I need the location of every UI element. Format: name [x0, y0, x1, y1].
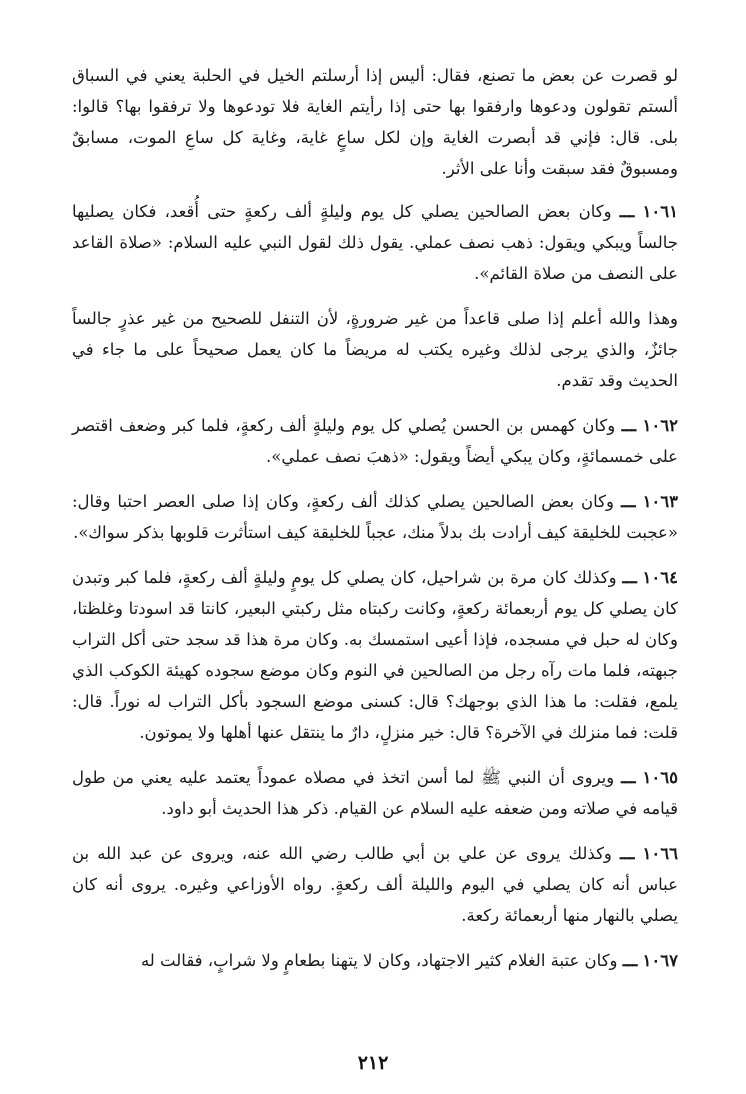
paragraph-1061	[72, 196, 678, 289]
number-dash: ـــ	[621, 768, 636, 787]
paragraph-text: وكذلك يروى عن علي بن أبي طالب رضي الله عنه، ويروى عن عبد الله بن عباس أنه كان يصلي في اليوم والليلة ألف ركعةٍ. رواه الأوزاعي وغيره. يروى أنه كان يصلي بالنهار منها أربعمائة ركعة.	[72, 844, 678, 925]
number-dash: ـــ	[622, 568, 637, 587]
paragraph-1062	[72, 410, 678, 472]
paragraph-1063	[72, 486, 678, 548]
number-dash: ـــ	[619, 202, 635, 221]
paragraph-number: ١٠٦٣	[642, 492, 679, 511]
paragraph-number: ١٠٦٤	[642, 568, 678, 587]
paragraph-text: ويروى أن النبي ﷺ لما أسن اتخذ في مصلاه عموداً يعتمد عليه يعني من طول قيامه في صلاته ومن ضعفه عليه السلام عن القيام. ذكر هذا الحديث أبو داود.	[72, 768, 678, 818]
paragraph-text: وكان عتبة الغلام كثير الاجتهاد، وكان لا يتهنا بطعامٍ ولا شرابٍ، فقالت له	[140, 951, 618, 970]
paragraph-text: وكذلك كان مرة بن شراحيل، كان يصلي كل يومٍ وليلةٍ ألف ركعةٍ، فلما كبر وتبدن كان يصلي كل يوم أربعمائة ركعةٍ، وكانت ركبتاه مثل ركبتي البعير، كانتا قد اسودتا وغلظتا، وكان له حبل في مسجده، فإذا أعيى استمسك به. وكان مرة هذا قد سجد حتى أكل التراب جبهته، فلما مات رآه رجل من الصالحين في النوم وكان موضع سجوده كهيئة الكوكب الذي يلمع، فقلت: ما هذا الذي بوجهك؟ قال: كسنى موضع السجود بأكل التراب له نوراً. قال: قلت: فما منزلك في الآخرة؟ قال: خير منزلٍ، دارٌ ما ينتقل عنها أهلها ولا يموتون.	[72, 568, 678, 742]
paragraph-1067	[72, 945, 678, 976]
page-body	[72, 60, 678, 990]
paragraph-text: وهذا والله أعلم إذا صلى قاعداً من غير ضرورةٍ، لأن التنفل للصحيح من غير عذرٍ جالساً جائزٌ، والذي يرجى لذلك وغيره يكتب له مريضاً ما كان يعمل صحيحاً على ما جاء في الحديث وقد تقدم.	[72, 309, 678, 390]
paragraph-commentary	[72, 303, 678, 396]
paragraph-text: وكان بعض الصالحين يصلي كل يوم وليلةٍ ألف ركعةٍ حتى أُقعد، فكان يصليها جالساً ويبكي ويقول: ذهب نصف عملي. يقول ذلك لقول النبي عليه السلام: «صلاة القاعد على النصف من صلاة القائم».	[72, 202, 678, 283]
paragraph-1065	[72, 762, 678, 824]
number-dash: ـــ	[621, 492, 636, 511]
paragraph-text: وكان بعض الصالحين يصلي كذلك ألف ركعةٍ، وكان إذا صلى العصر احتبا وقال: «عجبت للخليقة كيف أرادت بك بدلاً منك، عجباً للخليقة كيف استأثرت قلوبها بذكر سواك».	[72, 492, 678, 542]
paragraph-number: ١٠٦٢	[642, 416, 678, 435]
paragraph-number: ١٠٦٥	[642, 768, 678, 787]
paragraph-number: ١٠٦١	[642, 202, 678, 221]
paragraph-number: ١٠٦٧	[642, 951, 678, 970]
paragraph-number: ١٠٦٦	[642, 844, 678, 863]
paragraph-continuation	[72, 60, 678, 184]
paragraph-text: لو قصرت عن بعض ما تصنع، فقال: أليس إذا أرسلتم الخيل في الحلبة يعني في السباق ألستم تقولون ودعوها وارفقوا بها حتى إذا رأيتم الغاية فلا تودعوها ولا ترفقوا بها؟ قالوا: بلى. قال: فإني قد أبصرت الغاية وإن لكل ساعٍ غاية، وغاية كل ساعِ الموت، مسابقٌ ومسبوقٌ فقد سبقت وأنا على الأثر.	[72, 66, 678, 178]
number-dash: ـــ	[621, 416, 637, 435]
paragraph-1064	[72, 562, 678, 748]
number-dash: ـــ	[619, 844, 635, 863]
paragraph-text: وكان كهمس بن الحسن يُصلي كل يوم وليلةٍ ألف ركعةٍ، فلما كبر وضعف اقتصر على خمسمائةٍ، وكان يبكي أيضاً ويقول: «ذهبَ نصف عملي».	[72, 416, 678, 466]
number-dash: ـــ	[622, 951, 638, 970]
page-number: ٢١٢	[357, 1052, 389, 1074]
paragraph-1066	[72, 838, 678, 931]
